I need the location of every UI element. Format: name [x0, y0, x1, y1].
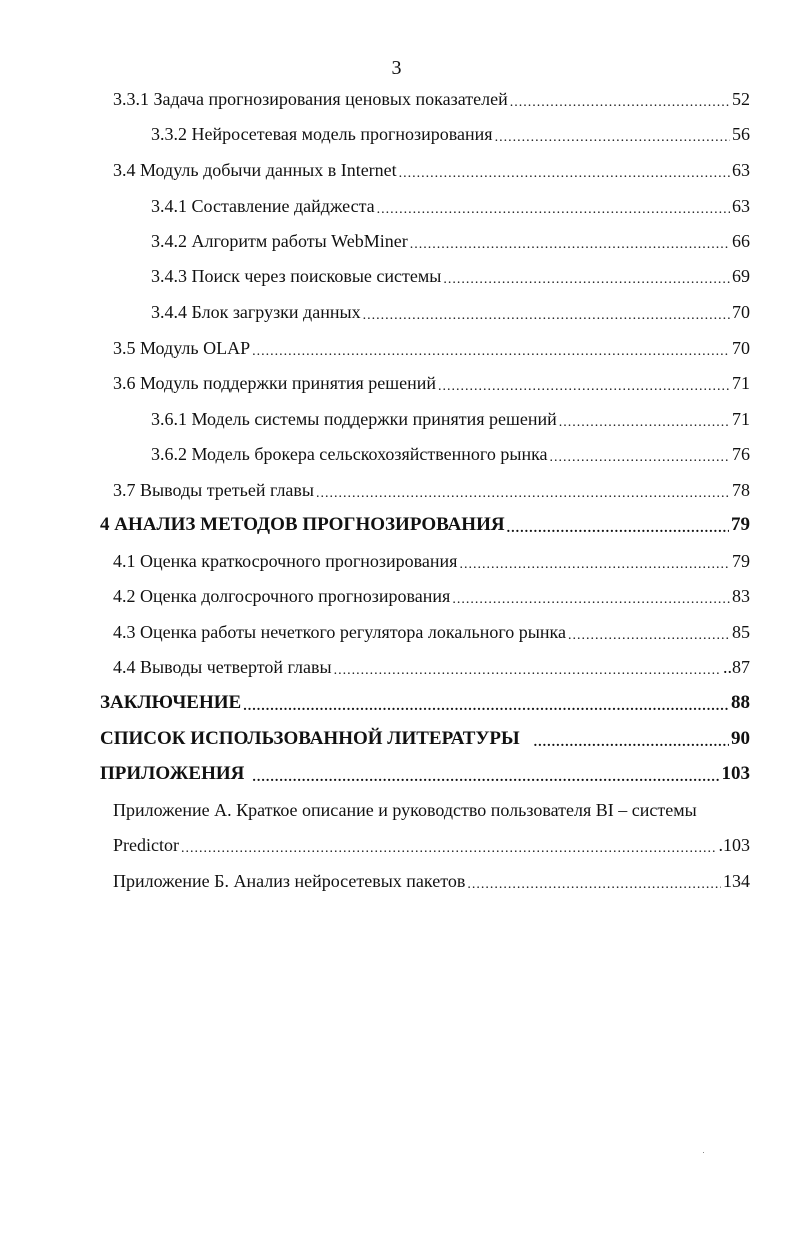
toc-entry-appendices[interactable] — [100, 761, 750, 787]
toc-dot-leader — [399, 161, 730, 183]
toc-entry-title: 3.4.1 Составление дайджеста — [151, 196, 375, 216]
toc-entry-3-7[interactable] — [113, 477, 750, 503]
toc-entry-title: 4.3 Оценка работы нечеткого регулятора локального рынка — [113, 622, 566, 642]
toc-entry-page: 70 — [732, 302, 750, 322]
toc-entry-title: Predictor — [113, 835, 179, 855]
toc-entry-3-4-3[interactable] — [151, 263, 750, 289]
toc-entry-title: 3.3.2 Нейросетевая модель прогнозирования — [151, 124, 493, 144]
toc-entry-page: 88 — [731, 692, 750, 713]
toc-entry-appendix-a[interactable] — [113, 832, 750, 858]
toc-dot-leader — [438, 374, 730, 396]
toc-entry-title: 4.1 Оценка краткосрочного прогнозирования — [113, 551, 458, 571]
toc-entry-title: СПИСОК ИСПОЛЬЗОВАННОЙ ЛИТЕРАТУРЫ — [100, 728, 520, 749]
toc-entry-page: 83 — [732, 586, 750, 606]
toc-entry-4-3[interactable] — [113, 619, 750, 645]
toc-dot-leader — [316, 481, 730, 503]
toc-dot-leader — [410, 232, 730, 254]
toc-dot-leader — [495, 125, 730, 147]
toc-entry-title: 3.4.3 Поиск через поисковые системы — [151, 266, 442, 286]
toc-dot-leader — [443, 267, 730, 289]
toc-dot-leader — [559, 410, 730, 432]
toc-entry-3-6-2[interactable] — [151, 441, 750, 467]
toc-entry-title: 4.4 Выводы четвертой главы — [113, 657, 332, 677]
toc-entry-3-4[interactable] — [113, 157, 750, 183]
toc-dot-leader — [452, 587, 730, 609]
toc-entry-title: 3.7 Выводы третьей главы — [113, 480, 315, 500]
toc-entry-title: ПРИЛОЖЕНИЯ — [100, 763, 245, 784]
toc-entry-page: 66 — [732, 231, 750, 251]
toc-dot-leader — [467, 872, 721, 894]
toc-entry-4-4[interactable] — [113, 654, 750, 680]
toc-entry-page: .103 — [718, 835, 750, 855]
toc-dot-leader — [252, 765, 719, 787]
toc-dot-leader — [181, 836, 717, 858]
toc-entry-chapter-4[interactable] — [100, 512, 750, 538]
toc-dot-leader — [510, 90, 730, 112]
toc-entry-title: 3.6.2 Модель брокера сельскохозяйственного рынка — [151, 444, 548, 464]
toc-entry-3-3-1[interactable] — [113, 86, 750, 112]
toc-entry-page: 71 — [732, 409, 750, 429]
scan-speck — [703, 1152, 704, 1153]
toc-dot-leader — [363, 303, 730, 325]
toc-entry-appendix-a-line1[interactable]: Приложение А. Краткое описание и руководство пользователя BI – системы — [113, 800, 697, 820]
toc-entry-title: 3.6.1 Модель системы поддержки принятия решений — [151, 409, 557, 429]
toc-entry-page: 71 — [732, 373, 750, 393]
toc-entry-4-2[interactable] — [113, 583, 750, 609]
toc-dot-leader — [459, 552, 730, 574]
toc-dot-leader — [334, 658, 721, 680]
toc-entry-page: 90 — [731, 728, 750, 749]
toc-entry-title: 3.4 Модуль добычи данных в Internet — [113, 160, 397, 180]
toc-dot-leader — [252, 339, 730, 361]
toc-entry-3-5[interactable] — [113, 335, 750, 361]
toc-entry-page: 69 — [732, 266, 750, 286]
toc-entry-page: ..87 — [723, 657, 750, 677]
toc-entry-page: 134 — [723, 871, 750, 891]
toc-entry-3-4-1[interactable] — [151, 193, 750, 219]
toc-entry-3-6[interactable] — [113, 370, 750, 396]
toc-entry-page: 78 — [732, 480, 750, 500]
toc-entry-title: ЗАКЛЮЧЕНИЕ — [100, 692, 242, 713]
toc-entry-page: 103 — [721, 763, 750, 784]
toc-entry-3-4-2[interactable] — [151, 228, 750, 254]
toc-entry-title: 3.6 Модуль поддержки принятия решений — [113, 373, 437, 393]
toc-entry-4-1[interactable] — [113, 548, 750, 574]
toc-dot-leader — [243, 694, 729, 716]
toc-dot-leader — [507, 516, 729, 538]
toc-entry-page: 79 — [732, 551, 750, 571]
toc-entry-page: 56 — [732, 124, 750, 144]
toc-entry-references[interactable] — [100, 726, 750, 752]
toc-entry-conclusion[interactable] — [100, 690, 750, 716]
toc-entry-page: 63 — [732, 196, 750, 216]
toc-entry-title: 3.4.4 Блок загрузки данных — [151, 302, 361, 322]
toc-entry-appendix-b[interactable] — [113, 868, 750, 894]
toc-entry-title: 3.3.1 Задача прогнозирования ценовых показателей — [113, 89, 508, 109]
toc-entry-title: Приложение Б. Анализ нейросетевых пакетов — [113, 871, 466, 891]
page-number: 3 — [391, 57, 402, 79]
toc-entry-title: 3.5 Модуль OLAP — [113, 338, 251, 358]
toc-entry-title: 4 АНАЛИЗ МЕТОДОВ ПРОГНОЗИРОВАНИЯ — [100, 514, 505, 535]
toc-entry-page: 63 — [732, 160, 750, 180]
toc-entry-page: 76 — [732, 444, 750, 464]
toc-dot-leader — [568, 623, 730, 645]
toc-entry-title: 4.2 Оценка долгосрочного прогнозирования — [113, 586, 451, 606]
toc-dot-leader — [377, 197, 730, 219]
toc-entry-3-6-1[interactable] — [151, 406, 750, 432]
toc-entry-page: 52 — [732, 89, 750, 109]
toc-dot-leader — [534, 730, 729, 752]
toc-entry-3-3-2[interactable] — [151, 121, 750, 147]
toc-entry-3-4-4[interactable] — [151, 299, 750, 325]
toc-entry-title: 3.4.2 Алгоритм работы WebMiner — [151, 231, 408, 251]
toc-entry-page: 70 — [732, 338, 750, 358]
toc-entry-page: 85 — [732, 622, 750, 642]
toc-dot-leader — [550, 445, 730, 467]
toc-entry-page: 79 — [731, 514, 750, 535]
